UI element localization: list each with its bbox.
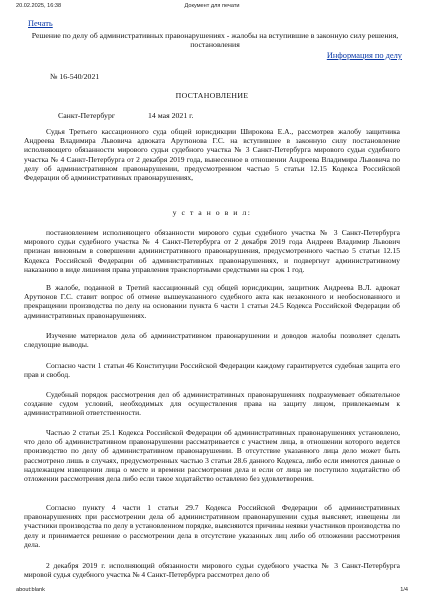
- paragraph-3: Изучение материалов дела об административном правонарушении и доводов жалобы позволяет сделать следующие выводы.: [24, 331, 400, 350]
- document-date: 14 мая 2021 г.: [148, 111, 194, 120]
- intro-paragraph: [24, 127, 400, 182]
- paragraph-5: Судебный порядок рассмотрения дел об административных правонарушениях подразумевает обязательное создание судом условий, необходимых для осуществления права на защиту лицом, привлекаемым к административной ответственности.: [24, 390, 400, 418]
- case-info-link[interactable]: Информация по делу: [326, 51, 402, 60]
- document-heading: Решение по делу об административных правонарушениях - жалобы на вступившие в законную силу решения, постановления: [31, 31, 399, 50]
- paragraph-7: Согласно пункту 4 части 1 статьи 29.7 Кодекса Российской Федерации об административных правонарушениях при рассмотрении дела об административном правонарушении судья выясняет, извещены ли участники производства по делу в установленном порядке, выясняются причины неявки участников производства по делу и принимается решение о рассмотрении дела в отсутствие указанных лиц либо об отложении рассмотрения дела.: [24, 503, 400, 549]
- ustanovil-heading: у с т а н о в и л:: [172, 208, 252, 217]
- browser-print-header: [16, 3, 408, 13]
- document-title: ПОСТАНОВЛЕНИЕ: [175, 91, 249, 100]
- body-paragraph: [24, 503, 400, 549]
- body-paragraph: [24, 428, 400, 483]
- paragraph-2: В жалобе, поданной в Третий кассационный суд общей юрисдикции, защитник Андреева В.Л. адвокат Арутюнов Г.С. ставит вопрос об отмене вышеуказанного судебного акта как незаконного и необоснованного и прекращении производства по делу на основании пункта 6 части 1 статьи 24.5 Кодекса Российской Федерации об административных правонарушениях.: [24, 283, 400, 320]
- case-number: № 16-540/2021: [50, 72, 100, 81]
- paragraph-6: Частью 2 статьи 25.1 Кодекса Российской Федерации об административных правонарушениях установлено, что дело об административном правонарушении рассматривается с участием лица, в отношении которого ведется производство по делу об административном правонарушении. В отсутствие указанного лица дело может быть рассмотрено лишь в случаях, предусмотренных частью 3 статьи 28.6 данного Кодекса, либо если имеются данные о надлежащем извещении лица о месте и времени рассмотрения дела и если от лица не поступило ходатайство об отложении рассмотрения дела либо если такое ходатайство оставлено без удовлетворения.: [24, 428, 400, 484]
- page-counter: 1/4: [400, 587, 408, 593]
- browser-print-footer: [16, 587, 408, 597]
- intro-text: Судья Третьего кассационного суда общей юрисдикции Широкова Е.А., рассмотрев жалобу защитника Андреева Владимира Львовича адвоката Арутюнова Г.С. на вступившее в законную силу постановление исполняющего обязанности мирового судьи судебного участка № 3 Санкт-Петербурга мирового судьи судебного участка № 4 Санкт-Петербурга от 2 декабря 2019 года, вынесенное в отношении Андреева Владимира Львовича по делу об административном правонарушении, предусмотренном частью 5 статьи 12.15 Кодекса Российской Федерации об административных правонарушениях,: [24, 127, 400, 183]
- print-timestamp: 20.02.2025, 16:38: [16, 3, 62, 9]
- body-paragraph: [24, 390, 400, 418]
- print-link[interactable]: Печать: [28, 19, 53, 28]
- body-paragraph: [24, 331, 400, 349]
- body-paragraph: [24, 361, 400, 379]
- print-url: about:blank: [16, 587, 45, 593]
- body-paragraph: [24, 228, 400, 274]
- body-paragraph: [24, 283, 400, 320]
- body-paragraph: [24, 561, 400, 579]
- print-page-title: Документ для печати: [184, 3, 240, 9]
- paragraph-1: постановлением исполняющего обязанности мирового судьи судебного участка № 3 Санкт-Петербурга мирового судьи судебного участка № 4 Санкт-Петербурга от 2 декабря 2019 года Андреев Владимир Львович признан виновным в совершении административного правонарушения, предусмотренного частью 5 статьи 12.15 Кодекса Российской Федерации об административных правонарушениях, и подвергнут административному наказанию в виде лишения права управления транспортными средствами на срок 1 год.: [24, 228, 400, 274]
- paragraph-4: Согласно части 1 статьи 46 Конституции Российской Федерации каждому гарантируется судебная защита его прав и свобод.: [24, 361, 400, 380]
- city: Санкт-Петербург: [58, 111, 116, 120]
- paragraph-8: 2 декабря 2019 г. исполняющий обязанности мирового судьи судебного участка № 3 Санкт-Петербурга мировой судья судебного участка № 4 Санкт-Петербурга рассмотрел дело об: [24, 561, 400, 580]
